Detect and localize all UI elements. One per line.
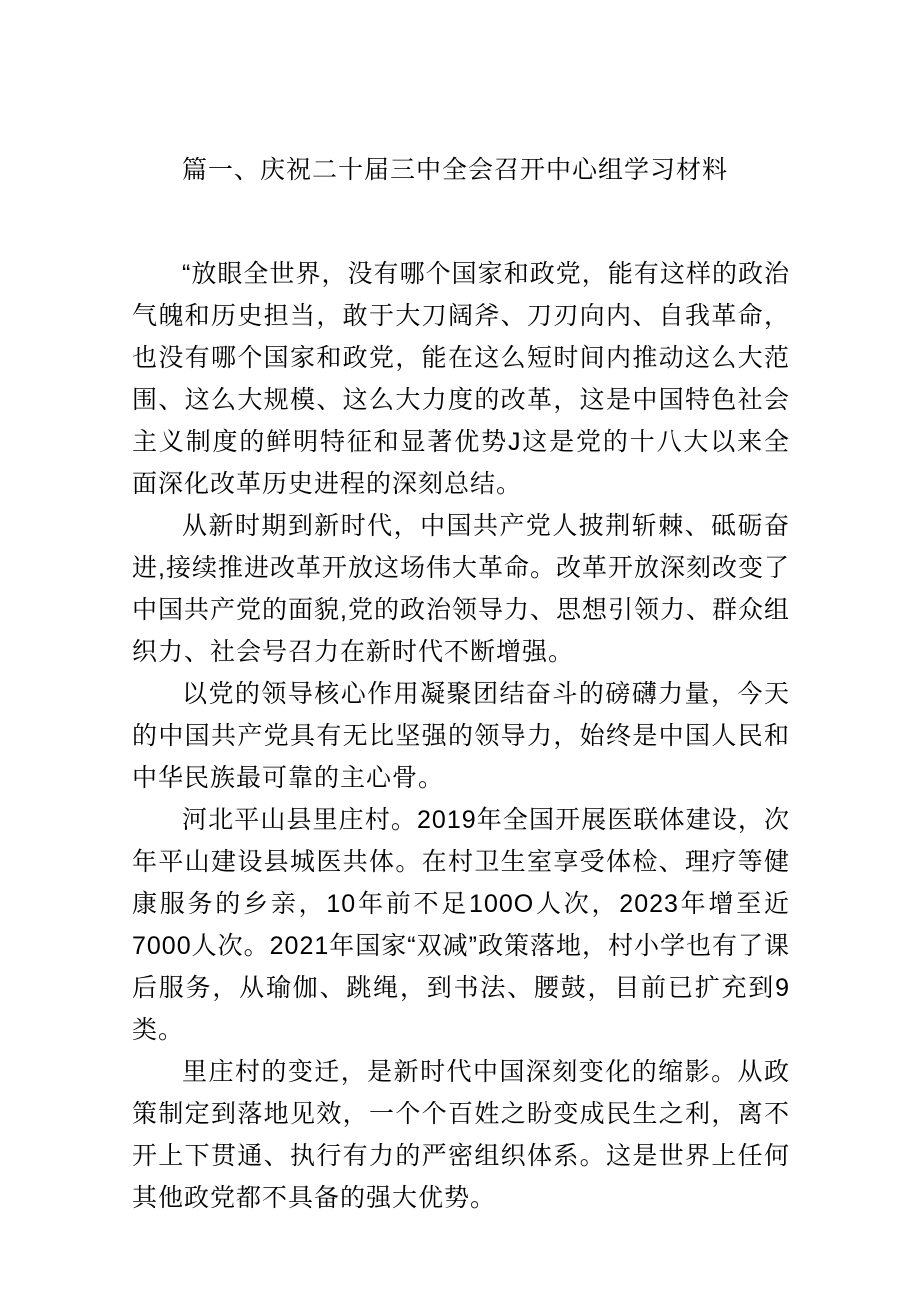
paragraph: 从新时期到新时代，中国共产党人披荆斩棘、砥砺奋进,接续推进改革开放这场伟大革命。改革开放深刻改变了中国共产党的面貌,党的政治领导力、思想引领力、群众组织力、社会号召力在新时代不断增强。 [132,512,790,666]
document-body [132,253,790,1219]
paragraph: 里庄村的变迁，是新时代中国深刻变化的缩影。从政策制定到落地见效，一个个百姓之盼变成民生之利，离不开上下贯通、执行有力的严密组织体系。这是世界上任何其他政党都不具备的强大优势。 [132,1058,790,1212]
paragraph: 河北平山县里庄村。2019年全国开展医联体建设，次年平山建设县城医共体。在村卫生室享受体检、理疗等健康服务的乡亲，10年前不足100O人次，2023年增至近7000人次。2021年国家“双减”政策落地，村小学也有了课后服务，从瑜伽、跳绳，到书法、腰鼓，目前已扩充到9类。 [132,806,790,1044]
document-title: 篇一、庆祝二十届三中全会召开中心组学习材料 [182,156,729,184]
paragraph: “放眼全世界，没有哪个国家和政党，能有这样的政治气魄和历史担当，敢于大刀阔斧、刀刃向内、自我革命，也没有哪个国家和政党，能在这么短时间内推动这么大范围、这么大规模、这么大力度的改革，这是中国特色社会主义制度的鲜明特征和显著优势J这是党的十八大以来全面深化改革历史进程的深刻总结。 [132,260,790,498]
paragraph: 以党的领导核心作用凝聚团结奋斗的磅礴力量，今天的中国共产党具有无比坚强的领导力，始终是中国人民和中华民族最可靠的主心骨。 [132,680,790,792]
